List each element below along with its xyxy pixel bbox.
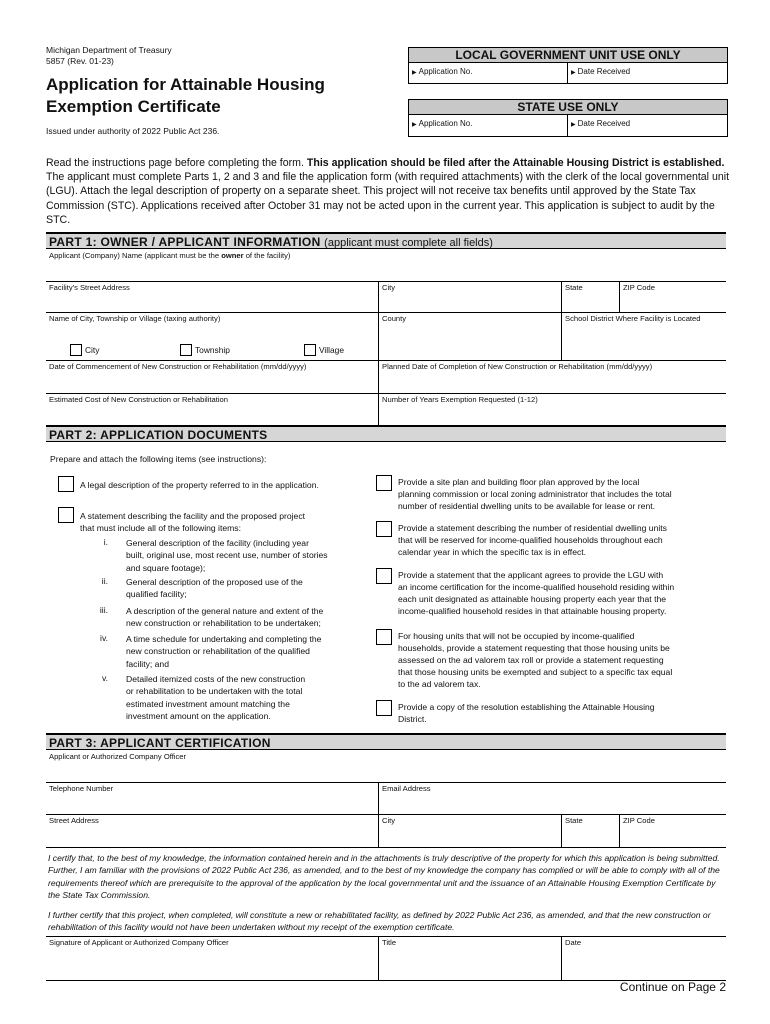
document-item-text: income-qualified household resides in that attainable housing property. <box>398 606 667 616</box>
document-item-text: that will be reserved for income-qualified households throughout each <box>398 535 663 545</box>
part1-heading <box>46 232 726 249</box>
sub-item-text: facility; and <box>126 658 169 669</box>
taxing-authority-row <box>46 312 726 361</box>
intro-paragraph <box>46 156 730 227</box>
applicant-zip-field[interactable] <box>619 814 726 847</box>
document-item-text: households, provide a statement requesting that those housing units be <box>398 643 670 653</box>
email-label: Email Address <box>382 784 431 793</box>
officer-label: Applicant or Authorized Company Officer <box>49 752 187 761</box>
telephone-field[interactable] <box>46 782 378 814</box>
signature-field[interactable] <box>46 936 378 980</box>
officer-field[interactable] <box>46 750 726 782</box>
document-checkbox[interactable] <box>376 475 392 491</box>
applicant-state-label: State <box>565 816 583 825</box>
signature-label: Signature of Applicant or Authorized Company Officer <box>49 938 229 947</box>
township-option-label: Township <box>195 345 230 355</box>
title-field[interactable] <box>378 936 561 980</box>
document-item-text: Provide a site plan and building floor plan approved by the local <box>398 477 640 487</box>
intro-bold-text: This application should be filed after the Attainable Housing District is established. <box>306 157 725 169</box>
document-item-text: an income certification for the income-qualified household residing within <box>398 582 675 592</box>
city-option[interactable] <box>70 344 99 356</box>
township-checkbox[interactable] <box>180 344 192 356</box>
school-district-field[interactable] <box>561 312 726 360</box>
county-field[interactable] <box>378 312 561 360</box>
document-checkbox[interactable] <box>376 521 392 537</box>
authority-text: Issued under authority of 2022 Public Act 236. <box>46 126 220 136</box>
dates-row <box>46 360 726 394</box>
commencement-date-label: Date of Commencement of New Construction or Rehabilitation (mm/dd/yyyy) <box>49 362 307 371</box>
certification-text-2: I further certify that this project, when completed, will constitute a new or rehabilitated facility, as defined by 2022 Public Act 236, as amended, and that the new construction or rehabilitation of this facility would not have been undertaken without my receipt of the exemption certificate. <box>48 910 711 933</box>
form-number: 5857 (Rev. 01-23) <box>46 56 114 66</box>
document-item-text: calendar year in which the specific tax is in effect. <box>398 547 587 557</box>
sub-item-number: iv. <box>100 633 108 643</box>
sub-item-text: built, original use, most recent use, number of stories <box>126 550 328 561</box>
local-date-received-field[interactable]: ▶ Date Received <box>571 67 631 76</box>
legal-description-checkbox[interactable] <box>58 476 74 492</box>
taxing-authority-field[interactable] <box>46 312 378 360</box>
state-application-no-label: Application No. <box>418 119 473 128</box>
school-district-label: School District Where Facility is Located <box>565 314 701 323</box>
applicant-name-row <box>46 249 726 282</box>
legal-description-item[interactable] <box>58 475 74 493</box>
facility-zip-field[interactable] <box>619 281 726 312</box>
part2-heading: PART 2: APPLICATION DOCUMENTS <box>46 425 726 442</box>
city-option-label: City <box>85 345 100 355</box>
document-item-text: District. <box>398 714 427 724</box>
applicant-street-label: Street Address <box>49 816 99 825</box>
state-use-heading: STATE USE ONLY <box>409 100 727 115</box>
officer-row <box>46 750 726 783</box>
facility-address-row <box>46 281 726 313</box>
continue-footer: Continue on Page 2 <box>619 980 726 994</box>
intro-text-1: Read the instructions page before completing the form. <box>46 157 307 169</box>
part2-section <box>46 425 726 733</box>
intro-text-2: The applicant must complete Parts 1, 2 and 3 and file the application form (with required attachments) with the clerk of the local governmental unit (LGU). Attach the legal description of property on a separate sheet. This project will not receive tax benefits until approved by the State Tax Commission (STC). Applications received after October 31 may not be acted upon in the current year. This application is subject to audit by the STC. <box>46 171 730 226</box>
sub-item-text: new construction or rehabilitation of the qualified <box>126 646 310 657</box>
sub-item-number: ii. <box>101 576 108 586</box>
applicant-address-row <box>46 814 726 848</box>
cost-row <box>46 393 726 425</box>
township-option[interactable] <box>180 344 230 356</box>
sub-item-text: qualified facility; <box>126 589 187 600</box>
local-use-block <box>408 47 728 84</box>
date-field[interactable] <box>561 936 726 980</box>
local-application-no-label: Application No. <box>418 67 473 76</box>
document-item-text: Provide a statement that the applicant agrees to provide the LGU with <box>398 570 664 580</box>
email-field[interactable] <box>378 782 726 814</box>
taxing-authority-label: Name of City, Township or Village (taxing authority) <box>49 314 221 323</box>
contact-row <box>46 782 726 815</box>
estimated-cost-label: Estimated Cost of New Construction or Rehabilitation <box>49 395 228 404</box>
village-checkbox[interactable] <box>304 344 316 356</box>
sub-item-text: estimated investment amount matching the <box>126 698 290 709</box>
sub-item-text: Detailed itemized costs of the new construction <box>126 674 306 684</box>
document-item-text: Provide a copy of the resolution establishing the Attainable Housing <box>398 702 655 712</box>
sub-item-number: v. <box>101 673 108 683</box>
facility-city-label: City <box>382 283 396 292</box>
sub-item-text: General description of the proposed use of the <box>126 577 303 587</box>
sub-item-text: or rehabilitation to be undertaken with the total <box>126 686 303 697</box>
document-item-text: For housing units that will not be occupied by income-qualified <box>398 631 635 641</box>
facility-state-field[interactable] <box>561 281 619 312</box>
applicant-name-owner: owner <box>221 251 244 260</box>
statement-intro-line2: that must include all of the following items: <box>80 523 241 533</box>
sub-item-text: General description of the facility (including year <box>126 538 309 548</box>
years-exemption-label: Number of Years Exemption Requested (1-12) <box>382 395 538 404</box>
telephone-label: Telephone Number <box>49 784 114 793</box>
applicant-street-field[interactable] <box>46 814 378 847</box>
state-date-received-field[interactable]: ▶ Date Received <box>571 119 631 128</box>
applicant-name-label-end: of the facility) <box>243 251 291 260</box>
county-label: County <box>382 314 407 323</box>
estimated-cost-field[interactable] <box>46 393 378 425</box>
part1-section <box>46 232 726 422</box>
statement-checkbox[interactable] <box>58 507 74 523</box>
local-application-no-field[interactable]: ▶ Application No. <box>412 67 473 76</box>
local-date-received-label: Date Received <box>577 67 631 76</box>
department-header <box>46 45 172 67</box>
statement-intro-line1: A statement describing the facility and the proposed project <box>80 511 306 521</box>
commencement-date-field[interactable] <box>46 360 378 393</box>
department-name: Michigan Department of Treasury <box>46 45 172 55</box>
sub-item-text: A description of the general nature and extent of the <box>126 606 324 616</box>
certification-text-1: I certify that, to the best of my knowledge, the information contained herein and in the attachments is truly descriptive of the property for which this application is being submitted. Further, I am familiar with the provisions of 2022 Public Act 236, as amended, and to the best of my knowledge the company has complied or will be able to comply with all of the requirements thereof which are prerequisite to the approval of the application by the local governmental unit and the issuance of an Attainable Housing Exemption Certificate by the State Tax Commission. <box>48 853 720 900</box>
local-use-heading: LOCAL GOVERNMENT UNIT USE ONLY <box>409 48 727 63</box>
state-use-block <box>408 99 728 137</box>
sub-item-text: new construction or rehabilitation to be undertaken; <box>126 618 321 629</box>
village-option[interactable] <box>304 344 344 356</box>
signature-row <box>46 936 726 981</box>
document-item-text: to the ad valorem tax. <box>398 679 481 689</box>
facility-city-field[interactable] <box>378 281 561 312</box>
sub-item-text: A time schedule for undertaking and completing the <box>126 634 322 644</box>
sub-item-number: iii. <box>99 605 108 615</box>
document-checkbox[interactable] <box>376 629 392 645</box>
page-title: Application for Attainable Housing Exemption Certificate <box>46 75 325 116</box>
facility-street-label: Facility's Street Address <box>49 283 130 292</box>
years-exemption-field[interactable] <box>378 393 726 425</box>
applicant-city-label: City <box>382 816 396 825</box>
document-item-text: each unit designated as attainable housing property each year that the <box>398 594 667 604</box>
document-item-text: planning commission or local zoning administrator that includes the total <box>398 489 672 499</box>
completion-date-label: Planned Date of Completion of New Construction or Rehabilitation (mm/dd/yyyy) <box>382 362 653 371</box>
statement-item[interactable] <box>58 506 74 524</box>
sub-item-text: investment amount on the application. <box>126 711 271 722</box>
facility-state-label: State <box>565 283 583 292</box>
state-application-no-field[interactable]: ▶ Application No. <box>412 119 473 128</box>
legal-description-text: A legal description of the property referred to in the application. <box>80 480 319 490</box>
sub-item-number: i. <box>103 537 108 547</box>
part1-title: PART 1: OWNER / APPLICANT INFORMATION <box>49 235 321 249</box>
document-item-text: that those housing units be exempted and subject to a specific tax equal <box>398 667 673 677</box>
part3-heading: PART 3: APPLICANT CERTIFICATION <box>46 733 726 750</box>
applicant-name-label: Applicant (Company) Name (applicant must be the <box>49 251 222 260</box>
applicant-city-field[interactable] <box>378 814 561 847</box>
facility-street-field[interactable] <box>46 281 378 312</box>
document-checkbox[interactable] <box>376 700 392 716</box>
state-date-received-label: Date Received <box>577 119 631 128</box>
document-item-text: assessed on the ad valorem tax roll or provide a statement requesting <box>398 655 664 665</box>
part1-note: (applicant must complete all fields) <box>324 237 493 249</box>
sub-item-text: and square footage); <box>126 562 206 573</box>
document-item-text: Provide a statement describing the number of residential dwelling units <box>398 523 667 533</box>
part2-instruction: Prepare and attach the following items (see instructions): <box>50 454 267 464</box>
date-label: Date <box>565 938 582 947</box>
applicant-name-field[interactable] <box>46 249 726 281</box>
certification-block <box>46 847 726 937</box>
completion-date-field[interactable] <box>378 360 726 393</box>
part3-section <box>46 733 726 983</box>
applicant-zip-label: ZIP Code <box>623 816 655 825</box>
village-option-label: Village <box>319 345 344 355</box>
applicant-state-field[interactable] <box>561 814 619 847</box>
city-checkbox[interactable] <box>70 344 82 356</box>
document-checkbox[interactable] <box>376 568 392 584</box>
title-label: Title <box>382 938 397 947</box>
document-item-text: number of residential dwelling units to be available for lease or rent. <box>398 501 656 511</box>
facility-zip-label: ZIP Code <box>623 283 655 292</box>
